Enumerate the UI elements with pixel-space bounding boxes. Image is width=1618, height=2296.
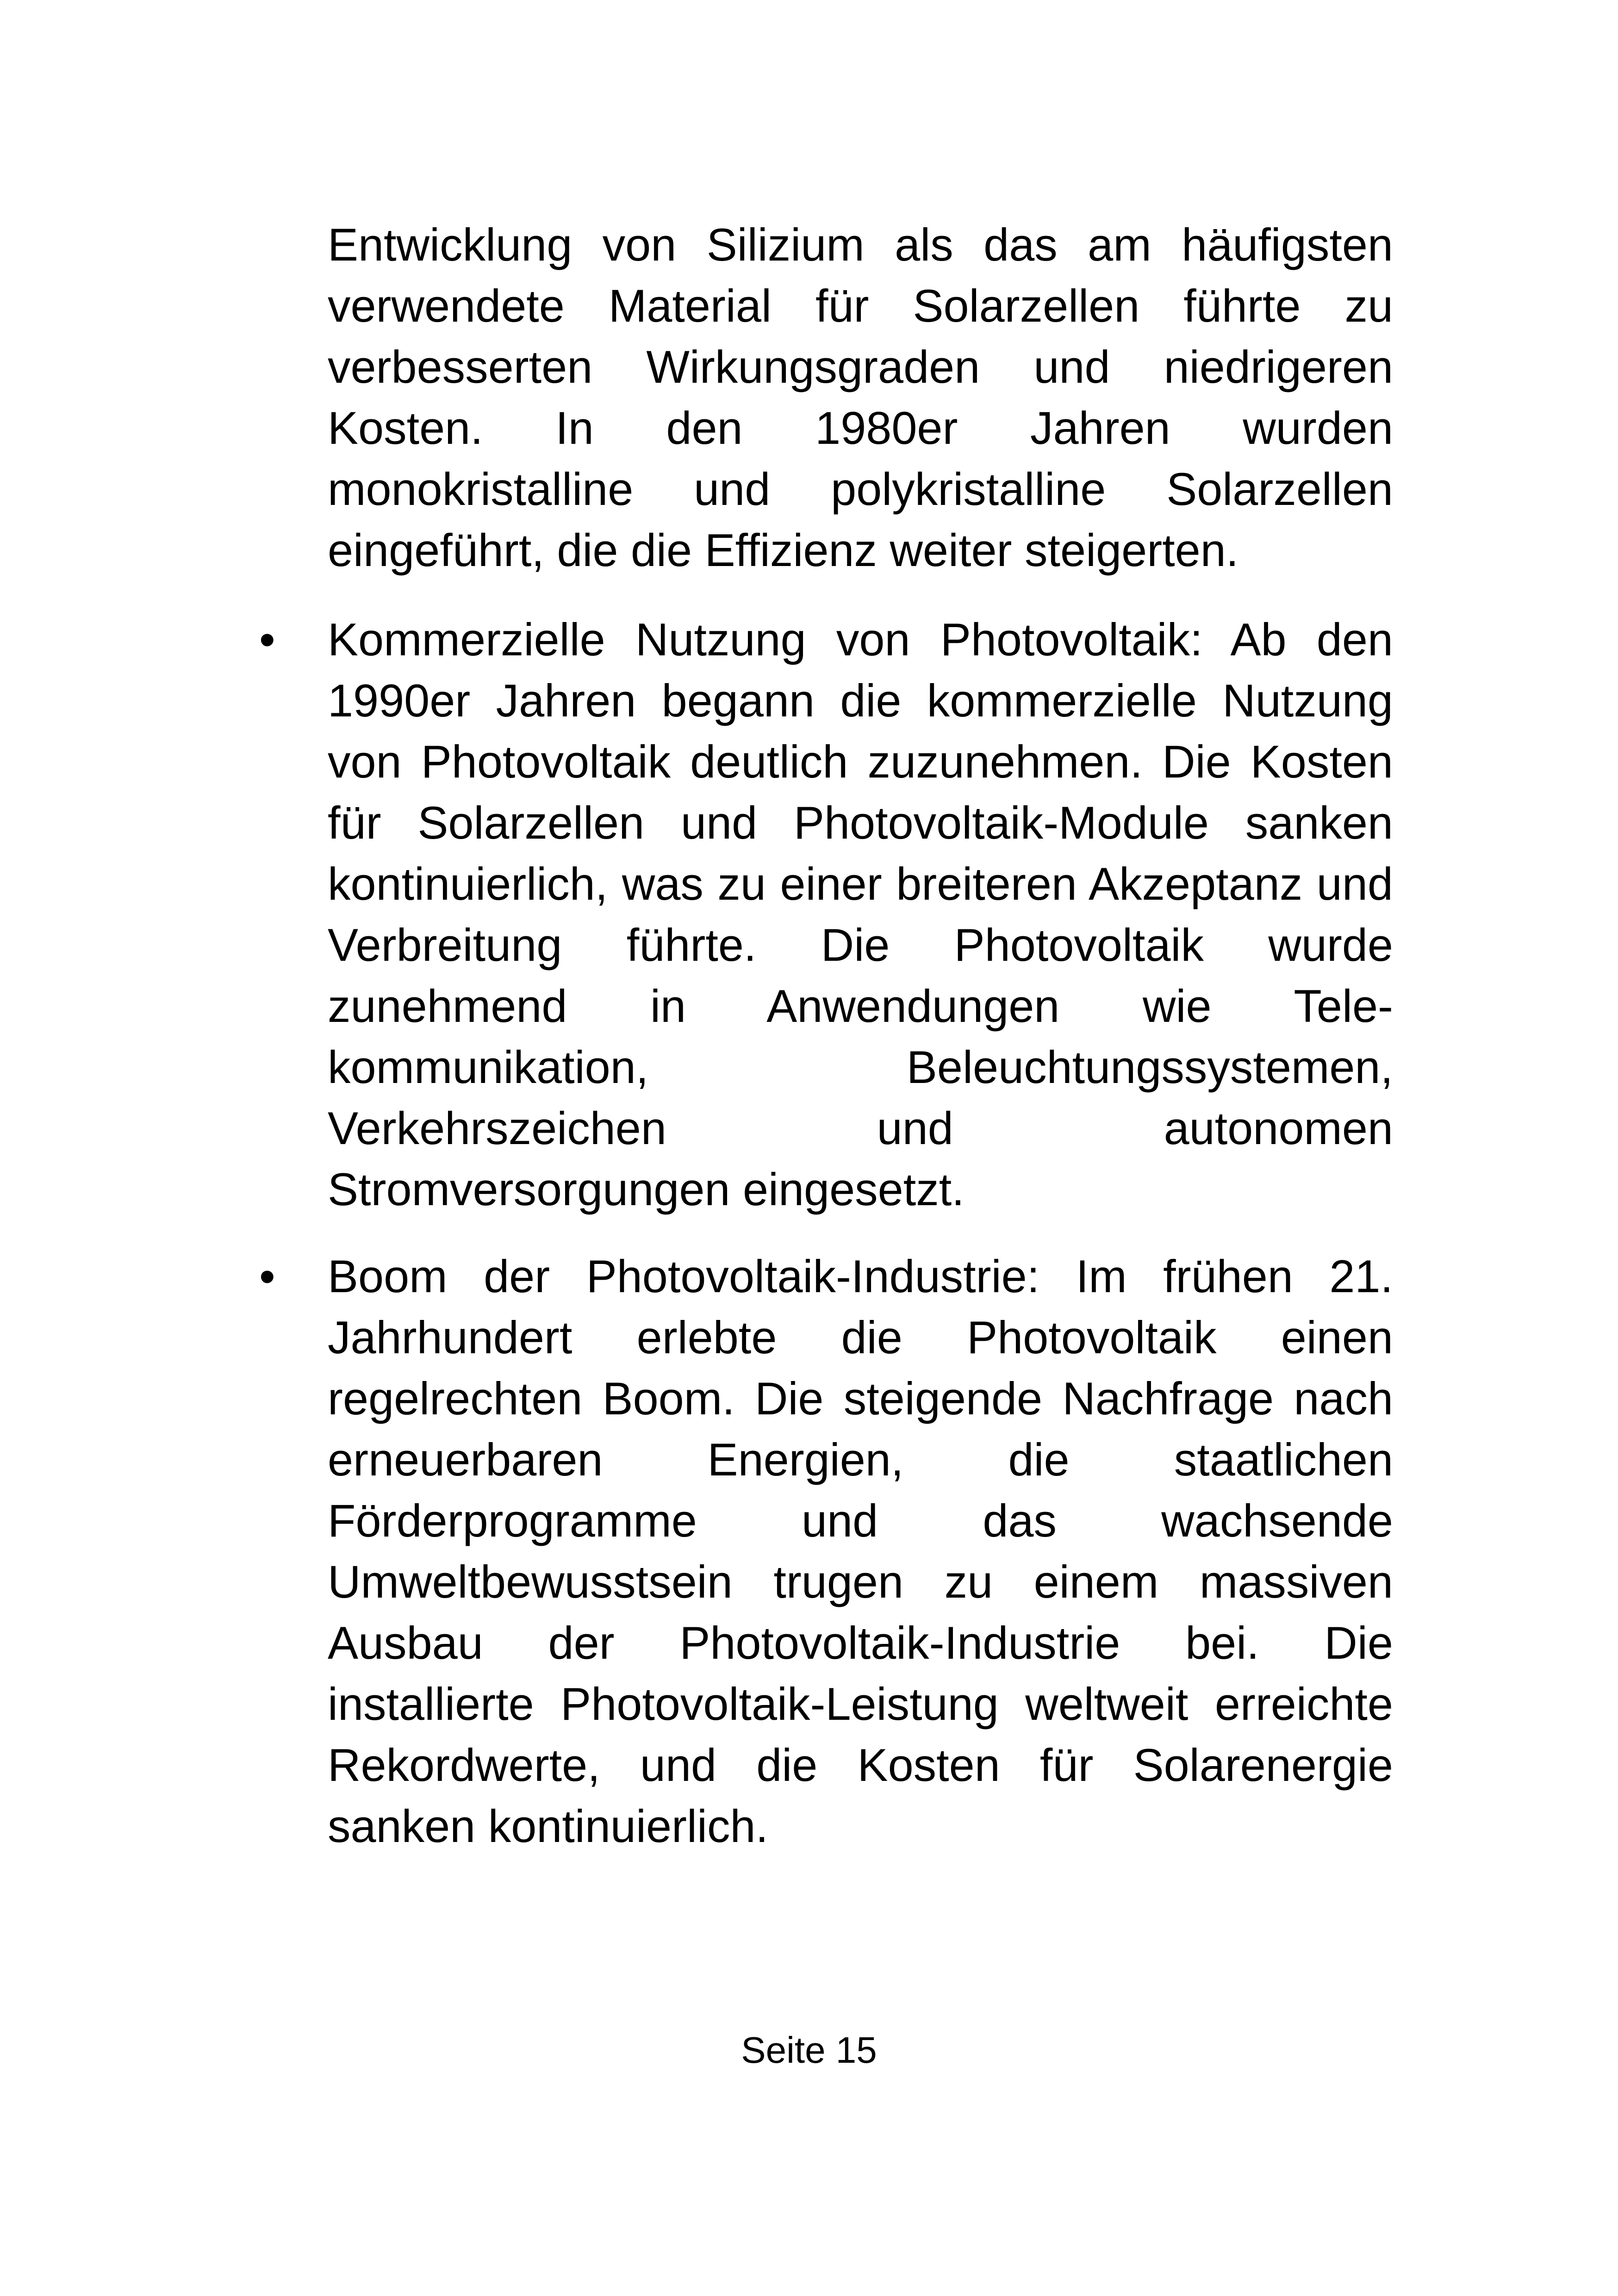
text-line: von Photovoltaik deutlich zuzunehmen. Die Kosten [328, 736, 1393, 787]
text-line: kommunikation, Beleuchtungssystemen, [328, 1041, 1393, 1093]
bullet-marker: • [259, 1251, 275, 1302]
text-line: installierte Photovoltaik-Leistung weltweit erreichte [328, 1678, 1393, 1730]
text-line: Kosten. In den 1980er Jahren wurden [328, 402, 1393, 454]
text-line: Ausbau der Photovoltaik-Industrie bei. Die [328, 1617, 1393, 1668]
text-line: zunehmend in Anwendungen wie Tele- [328, 980, 1393, 1032]
text-line: 1990er Jahren begann die kommerzielle Nutzung [328, 675, 1393, 726]
text-line: Jahrhundert erlebte die Photovoltaik einen [328, 1312, 1393, 1363]
text-line: Verbreitung führte. Die Photovoltaik wurde [328, 919, 1393, 971]
text-line: Boom der Photovoltaik-Industrie: Im frühen 21. [328, 1251, 1393, 1302]
text-line: Rekordwerte, und die Kosten für Solarenergie [328, 1739, 1393, 1791]
text-line: für Solarzellen und Photovoltaik-Module sanken [328, 797, 1393, 848]
text-line: Förderprogramme und das wachsende [328, 1495, 1393, 1546]
text-line: eingeführt, die die Effizienz weiter steigerten. [328, 524, 1239, 576]
text-line: regelrechten Boom. Die steigende Nachfrage nach [328, 1373, 1393, 1424]
bullet-item-industry-boom [328, 1246, 1393, 1857]
text-line: Entwicklung von Silizium als das am häufigsten [328, 219, 1393, 270]
text-line: Kommerzielle Nutzung von Photovoltaik: Ab den [328, 614, 1393, 665]
paragraph-continuation [328, 214, 1393, 581]
bullet-marker: • [259, 614, 275, 665]
page-number: Seite 15 [741, 2029, 877, 2071]
text-line: Stromversorgungen eingesetzt. [328, 1164, 965, 1215]
text-line: verwendete Material für Solarzellen führte zu [328, 280, 1393, 331]
text-line: Verkehrszeichen und autonomen [328, 1102, 1393, 1154]
text-line: sanken kontinuierlich. [328, 1800, 769, 1852]
bullet-item-commercial-use [328, 609, 1393, 1220]
text-line: monokristalline und polykristalline Solarzellen [328, 463, 1393, 515]
text-line: verbesserten Wirkungsgraden und niedrigeren [328, 341, 1393, 392]
text-line: kontinuierlich, was zu einer breiteren Akzeptanz und [328, 858, 1393, 909]
text-line: Umweltbewusstsein trugen zu einem massiven [328, 1556, 1393, 1607]
text-line: erneuerbaren Energien, die staatlichen [328, 1434, 1393, 1485]
